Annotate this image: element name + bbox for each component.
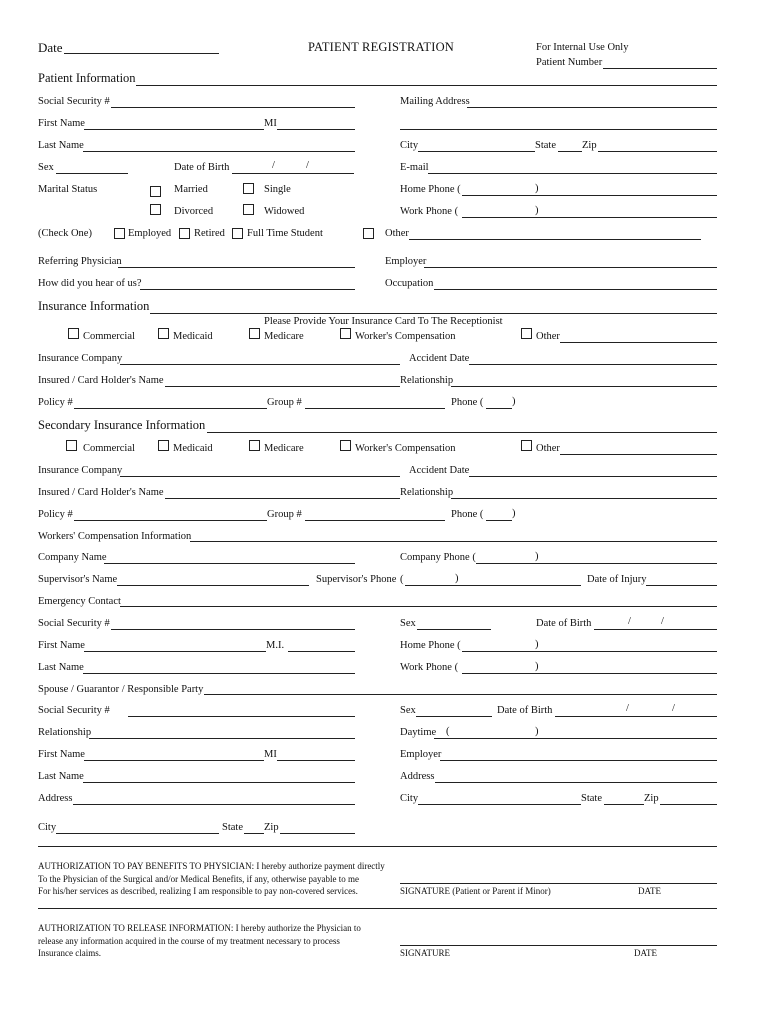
paren-close: ) <box>535 183 539 194</box>
mailing-address-field[interactable] <box>467 107 717 108</box>
check-one-label: (Check One) <box>38 228 92 239</box>
signature-line[interactable] <box>400 945 717 946</box>
city-field[interactable] <box>418 151 535 152</box>
emergency-ssn-field[interactable] <box>111 629 355 630</box>
divider <box>204 694 717 695</box>
emergency-first-name-label: First Name <box>38 640 85 651</box>
emergency-first-name-field[interactable] <box>84 651 266 652</box>
occupation-label: Occupation <box>385 278 434 289</box>
work-phone-label: Work Phone ( <box>400 206 459 217</box>
marital-status-label: Marital Status <box>38 184 98 195</box>
card-holder-label: Insured / Card Holder's Name <box>38 375 164 386</box>
paren-close: ) <box>535 661 539 672</box>
paren-close: ) <box>512 396 516 407</box>
retired-label: Retired <box>194 228 225 239</box>
last-name-label: Last Name <box>38 140 84 151</box>
dob-field[interactable] <box>232 173 354 174</box>
secondary-relationship-field[interactable] <box>451 498 717 499</box>
signature-line[interactable] <box>400 883 717 884</box>
spouse-ssn-label: Social Security # <box>38 705 110 716</box>
date-label: Date <box>38 40 63 55</box>
divider <box>150 313 717 314</box>
spouse-relationship-field[interactable] <box>89 738 355 739</box>
commercial-label: Commercial <box>83 331 135 342</box>
spouse-last-name-field[interactable] <box>83 782 355 783</box>
heard-of-us-field[interactable] <box>140 289 355 290</box>
divorced-checkbox[interactable] <box>150 204 161 215</box>
emergency-last-name-field[interactable] <box>83 673 355 674</box>
paren-open: ( <box>400 574 404 585</box>
spouse-last-name-label: Last Name <box>38 771 84 782</box>
secondary-medicaid-checkbox[interactable] <box>158 440 169 451</box>
fulltime-student-checkbox[interactable] <box>232 228 243 239</box>
supervisor-name-label: Supervisor's Name <box>38 574 118 585</box>
sex-label: Sex <box>38 162 54 173</box>
paren-close: ) <box>512 508 516 519</box>
emergency-work-phone-label: Work Phone ( <box>400 662 459 673</box>
paren-close: ) <box>455 573 459 584</box>
secondary-medicare-label: Medicare <box>264 443 304 454</box>
paren-open: ( <box>446 726 450 737</box>
emergency-work-phone-field[interactable] <box>462 673 717 674</box>
patient-number-label: Patient Number <box>536 57 603 68</box>
benefits-authorization-text: For his/her services as described, realizing I am responsible to pay non-covered services. <box>38 886 358 896</box>
workers-comp-heading: Workers' Compensation Information <box>38 531 192 542</box>
dob-slash: / <box>272 160 275 171</box>
secondary-other-checkbox[interactable] <box>521 440 532 451</box>
accident-date-field[interactable] <box>469 364 717 365</box>
release-authorization-text: AUTHORIZATION TO RELEASE INFORMATION: I hereby authorize the Physician to <box>38 923 361 933</box>
emergency-dob-label: Date of Birth <box>536 618 592 629</box>
divider <box>207 432 717 433</box>
medicaid-checkbox[interactable] <box>158 328 169 339</box>
insurance-card-notice: Please Provide Your Insurance Card To The Receptionist <box>264 316 503 327</box>
secondary-phone-label: Phone ( <box>451 509 484 520</box>
company-name-label: Company Name <box>38 552 107 563</box>
patient-number-field[interactable] <box>603 68 717 69</box>
widowed-label: Widowed <box>264 206 305 217</box>
spouse-city-field[interactable] <box>56 833 219 834</box>
zip-label: Zip <box>582 140 597 151</box>
divider <box>120 606 717 607</box>
company-phone-field[interactable] <box>476 563 717 564</box>
supervisor-phone-label: Supervisor's Phone <box>316 574 397 585</box>
dob-slash: / <box>672 703 675 714</box>
other-employment-field[interactable] <box>409 239 701 240</box>
home-phone-field[interactable] <box>462 195 717 196</box>
ssn-label: Social Security # <box>38 96 110 107</box>
spouse-ssn-field[interactable] <box>128 716 355 717</box>
supervisor-phone-field[interactable] <box>405 585 581 586</box>
dob-slash: / <box>628 616 631 627</box>
spouse-daytime-field[interactable] <box>434 738 717 739</box>
first-name-label: First Name <box>38 118 85 129</box>
relationship-label: Relationship <box>400 375 454 386</box>
secondary-other-label: Other <box>536 443 560 454</box>
occupation-field[interactable] <box>434 289 717 290</box>
email-label: E-mail <box>400 162 429 173</box>
secondary-phone-field[interactable] <box>486 520 512 521</box>
spouse-state-label: State <box>222 822 243 833</box>
spouse-first-name-label: First Name <box>38 749 85 760</box>
emergency-mi-field[interactable] <box>288 651 355 652</box>
referring-physician-label: Referring Physician <box>38 256 122 267</box>
spouse-address-field[interactable] <box>73 804 355 805</box>
spouse-zip-label: Zip <box>264 822 279 833</box>
mailing-address-line2[interactable] <box>400 129 717 130</box>
single-checkbox[interactable] <box>243 183 254 194</box>
accident-date-label: Accident Date <box>409 353 470 364</box>
divorced-label: Divorced <box>174 206 214 217</box>
spouse-city-label: City <box>38 822 57 833</box>
divider <box>38 908 717 909</box>
employed-checkbox[interactable] <box>114 228 125 239</box>
other-insurance-checkbox[interactable] <box>521 328 532 339</box>
emergency-sex-field[interactable] <box>417 629 491 630</box>
secondary-company-field[interactable] <box>120 476 400 477</box>
release-authorization-text: release any information acquired in the course of my treatment necessary to process <box>38 936 340 946</box>
emergency-home-phone-label: Home Phone ( <box>400 640 461 651</box>
spouse-sex-field[interactable] <box>416 716 492 717</box>
spouse-mi-field[interactable] <box>277 760 355 761</box>
other-employment-checkbox[interactable] <box>363 228 374 239</box>
city-label: City <box>400 140 419 151</box>
spouse-mi-label: MI <box>264 749 277 760</box>
other-insurance-label: Other <box>536 331 560 342</box>
company-name-field[interactable] <box>104 563 355 564</box>
spouse-sex-label: Sex <box>400 705 416 716</box>
state-label: State <box>535 140 556 151</box>
date-of-injury-field[interactable] <box>646 585 717 586</box>
secondary-accident-label: Accident Date <box>409 465 470 476</box>
phone-field[interactable] <box>486 408 512 409</box>
medicare-label: Medicare <box>264 331 304 342</box>
secondary-holder-field[interactable] <box>165 498 400 499</box>
secondary-medicaid-label: Medicaid <box>173 443 213 454</box>
sex-field[interactable] <box>56 173 128 174</box>
retired-checkbox[interactable] <box>179 228 190 239</box>
last-name-field[interactable] <box>83 151 355 152</box>
policy-field[interactable] <box>74 408 267 409</box>
secondary-group-field[interactable] <box>305 520 445 521</box>
secondary-policy-label: Policy # <box>38 509 73 520</box>
spouse-address-label: Address <box>38 793 73 804</box>
secondary-accident-field[interactable] <box>469 476 717 477</box>
spouse-employer-city-field[interactable] <box>418 804 581 805</box>
phone-label: Phone ( <box>451 397 484 408</box>
state-field[interactable] <box>558 151 582 152</box>
emergency-dob-field[interactable] <box>594 629 717 630</box>
spouse-employer-city-label: City <box>400 793 419 804</box>
signature-label: SIGNATURE (Patient or Parent if Minor) <box>400 886 551 896</box>
commercial-checkbox[interactable] <box>68 328 79 339</box>
secondary-medicare-checkbox[interactable] <box>249 440 260 451</box>
internal-use-label: For Internal Use Only <box>536 42 629 53</box>
emergency-ssn-label: Social Security # <box>38 618 110 629</box>
employer-label: Employer <box>385 256 427 267</box>
date-of-injury-label: Date of Injury <box>587 574 647 585</box>
signature-label: SIGNATURE <box>400 948 451 958</box>
paren-close: ) <box>535 551 539 562</box>
spouse-employer-state-field[interactable] <box>604 804 644 805</box>
workers-comp-checkbox[interactable] <box>340 328 351 339</box>
spouse-daytime-label: Daytime <box>400 727 437 738</box>
dob-label: Date of Birth <box>174 162 230 173</box>
referring-physician-field[interactable] <box>118 267 355 268</box>
secondary-policy-field[interactable] <box>74 520 267 521</box>
spouse-employer-address-field[interactable] <box>435 782 717 783</box>
insurance-info-heading: Insurance Information <box>38 299 150 313</box>
married-label: Married <box>174 184 208 195</box>
spouse-relationship-label: Relationship <box>38 727 92 738</box>
emergency-last-name-label: Last Name <box>38 662 84 673</box>
card-holder-field[interactable] <box>165 386 400 387</box>
secondary-company-label: Insurance Company <box>38 465 123 476</box>
single-label: Single <box>264 184 291 195</box>
spouse-employer-zip-field[interactable] <box>660 804 717 805</box>
medicare-checkbox[interactable] <box>249 328 260 339</box>
spouse-dob-field[interactable] <box>555 716 717 717</box>
secondary-group-label: Group # <box>267 509 302 520</box>
insurance-company-field[interactable] <box>120 364 400 365</box>
emergency-mi-label: M.I. <box>266 640 285 651</box>
spouse-dob-label: Date of Birth <box>497 705 553 716</box>
spouse-state-field[interactable] <box>244 833 264 834</box>
patient-info-heading: Patient Information <box>38 71 136 85</box>
supervisor-name-field[interactable] <box>117 585 309 586</box>
spouse-employer-field[interactable] <box>440 760 717 761</box>
medicaid-label: Medicaid <box>173 331 213 342</box>
mi-label: MI <box>264 118 277 129</box>
date-label: DATE <box>638 886 661 896</box>
benefits-authorization-text: To the Physician of the Surgical and/or Medical Benefits, if any, otherwise payable to me <box>38 874 360 884</box>
secondary-other-field[interactable] <box>560 454 717 455</box>
benefits-authorization-text: AUTHORIZATION TO PAY BENEFITS TO PHYSICIAN: I hereby authorize payment directly <box>38 861 385 871</box>
heard-of-us-label: How did you hear of us? <box>38 278 142 289</box>
zip-field[interactable] <box>598 151 717 152</box>
dob-slash: / <box>626 703 629 714</box>
paren-close: ) <box>535 205 539 216</box>
spouse-employer-zip-label: Zip <box>644 793 659 804</box>
spouse-employer-state-label: State <box>581 793 602 804</box>
company-phone-label: Company Phone ( <box>400 552 476 563</box>
workers-comp-label: Worker's Compensation <box>355 331 456 342</box>
policy-label: Policy # <box>38 397 73 408</box>
page-title: PATIENT REGISTRATION <box>308 40 455 54</box>
work-phone-field[interactable] <box>462 217 717 218</box>
secondary-workers-comp-checkbox[interactable] <box>340 440 351 451</box>
group-field[interactable] <box>305 408 445 409</box>
insurance-company-label: Insurance Company <box>38 353 123 364</box>
paren-close: ) <box>535 639 539 650</box>
date-label: DATE <box>634 948 657 958</box>
paren-close: ) <box>535 726 539 737</box>
mailing-address-label: Mailing Address <box>400 96 470 107</box>
divider <box>38 846 717 847</box>
divider <box>190 541 717 542</box>
married-checkbox[interactable] <box>150 186 161 197</box>
other-insurance-field[interactable] <box>560 342 717 343</box>
spouse-employer-address-label: Address <box>400 771 435 782</box>
home-phone-label: Home Phone ( <box>400 184 461 195</box>
date-field[interactable] <box>64 53 219 54</box>
secondary-insurance-heading: Secondary Insurance Information <box>38 418 206 432</box>
employer-field[interactable] <box>424 267 717 268</box>
first-name-field[interactable] <box>84 129 264 130</box>
secondary-holder-label: Insured / Card Holder's Name <box>38 487 164 498</box>
other-employment-label: Other <box>385 228 409 239</box>
relationship-field[interactable] <box>451 386 717 387</box>
employed-label: Employed <box>128 228 172 239</box>
spouse-first-name-field[interactable] <box>84 760 264 761</box>
secondary-workers-comp-label: Worker's Compensation <box>355 443 456 454</box>
secondary-commercial-label: Commercial <box>83 443 135 454</box>
widowed-checkbox[interactable] <box>243 204 254 215</box>
emergency-contact-heading: Emergency Contact <box>38 596 121 607</box>
secondary-commercial-checkbox[interactable] <box>66 440 77 451</box>
spouse-employer-label: Employer <box>400 749 442 760</box>
spouse-zip-field[interactable] <box>280 833 355 834</box>
release-authorization-text: Insurance claims. <box>38 948 101 958</box>
mi-field[interactable] <box>277 129 355 130</box>
ssn-field[interactable] <box>111 107 355 108</box>
divider <box>136 85 717 86</box>
secondary-relationship-label: Relationship <box>400 487 454 498</box>
dob-slash: / <box>306 160 309 171</box>
emergency-sex-label: Sex <box>400 618 416 629</box>
dob-slash: / <box>661 616 664 627</box>
group-label: Group # <box>267 397 302 408</box>
spouse-guarantor-heading: Spouse / Guarantor / Responsible Party <box>38 684 204 695</box>
fulltime-student-label: Full Time Student <box>247 228 323 239</box>
email-field[interactable] <box>428 173 717 174</box>
emergency-home-phone-field[interactable] <box>462 651 717 652</box>
